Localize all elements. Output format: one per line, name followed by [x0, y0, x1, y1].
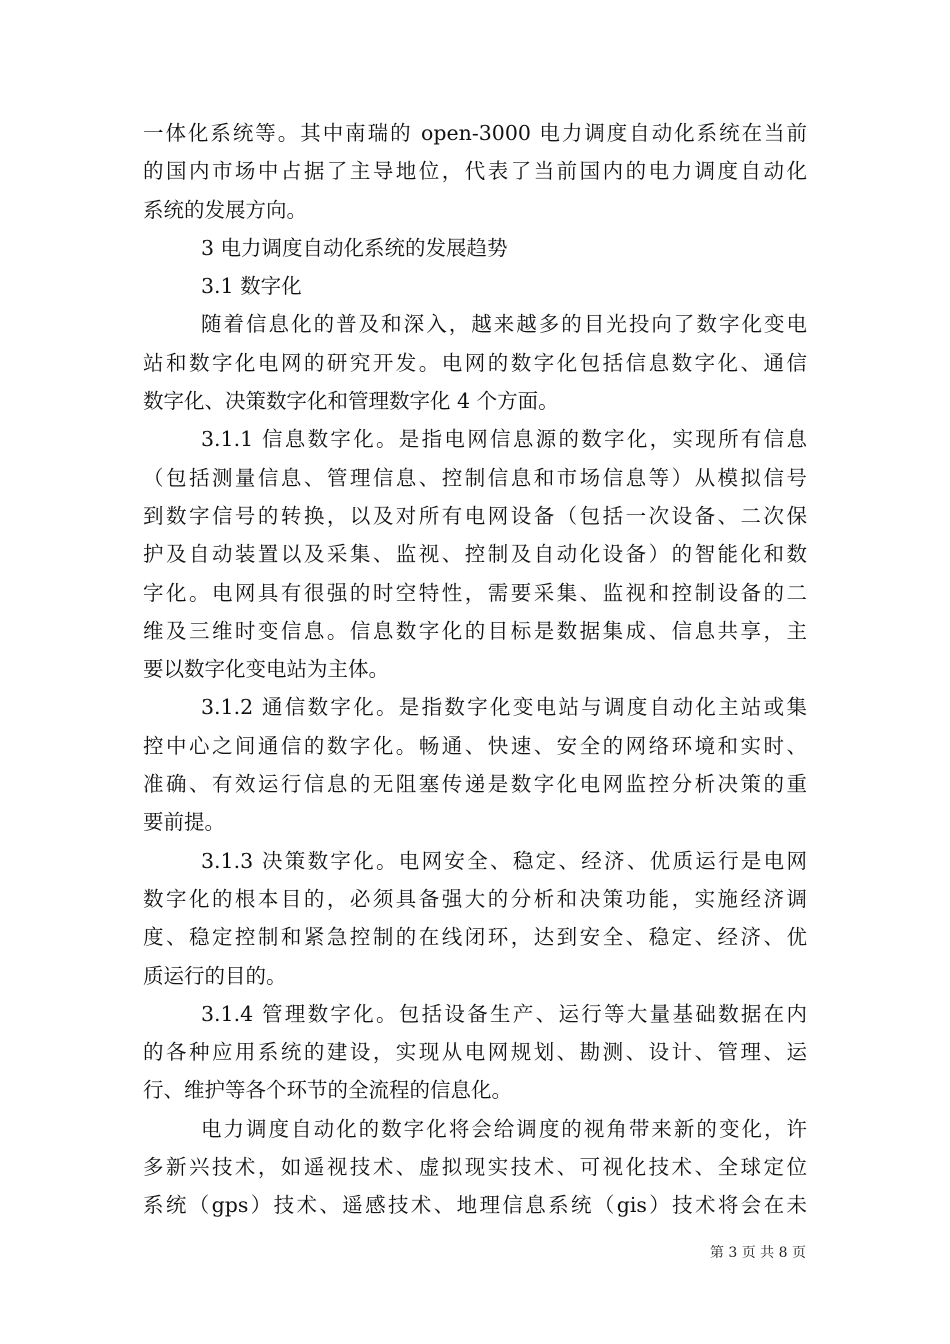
text-line: 多新兴技术，如遥视技术、虚拟现实技术、可视化技术、全球定位 — [143, 1155, 807, 1180]
section-heading-3-1 — [143, 267, 807, 305]
paragraph-3-1-4 — [143, 995, 807, 1110]
text-line: 3 电力调度自动化系统的发展趋势 — [201, 235, 508, 260]
text-line: 系统的发展方向。 — [143, 197, 307, 222]
text-line: 度、稳定控制和紧急控制的在线闭环，达到安全、稳定、经济、优 — [143, 925, 807, 950]
document-body — [143, 114, 807, 1225]
text-line: 的国内市场中占据了主导地位，代表了当前国内的电力调度自动化 — [143, 159, 807, 184]
text-line: 字化。电网具有很强的时空特性，需要采集、监视和控制设备的二 — [143, 580, 807, 605]
section-heading-3 — [143, 229, 807, 267]
text-line: （包括测量信息、管理信息、控制信息和市场信息等）从模拟信号 — [143, 465, 807, 490]
text-line: 质运行的目的。 — [143, 963, 287, 988]
text-line: 3.1 数字化 — [201, 274, 302, 299]
paragraph-outlook — [143, 1110, 807, 1225]
text-line: 准确、有效运行信息的无阻塞传递是数字化电网监控分析决策的重 — [143, 772, 807, 797]
text-line: 站和数字化电网的研究开发。电网的数字化包括信息数字化、通信 — [143, 350, 807, 375]
page-number-footer: 第 3 页 共 8 页 — [709, 1245, 806, 1261]
text-line: 数字化、决策数字化和管理数字化 4 个方面。 — [143, 389, 559, 414]
text-line: 随着信息化的普及和深入，越来越多的目光投向了数字化变电 — [201, 312, 807, 337]
paragraph-3-1-2 — [143, 688, 807, 841]
text-line: 3.1.1 信息数字化。是指电网信息源的数字化，实现所有信息 — [201, 427, 807, 452]
paragraph-3-1-1 — [143, 420, 807, 688]
text-line: 行、维护等各个环节的全流程的信息化。 — [143, 1078, 512, 1103]
text-line: 控中心之间通信的数字化。畅通、快速、安全的网络环境和实时、 — [143, 733, 807, 758]
text-line: 要以数字化变电站为主体。 — [143, 657, 389, 682]
text-line: 3.1.3 决策数字化。电网安全、稳定、经济、优质运行是电网 — [201, 848, 807, 873]
text-line: 护及自动装置以及采集、监视、控制及自动化设备）的智能化和数 — [143, 542, 807, 567]
text-line: 系统（gps）技术、遥感技术、地理信息系统（gis）技术将会在未 — [143, 1193, 807, 1218]
text-line: 到数字信号的转换，以及对所有电网设备（包括一次设备、二次保 — [143, 503, 807, 528]
paragraph-digitization-overview — [143, 305, 807, 420]
text-line: 电力调度自动化的数字化将会给调度的视角带来新的变化，许 — [201, 1116, 807, 1141]
paragraph-3-1-3 — [143, 842, 807, 995]
text-line: 3.1.2 通信数字化。是指数字化变电站与调度自动化主站或集 — [201, 695, 807, 720]
paragraph-intro-continuation — [143, 114, 807, 229]
text-line: 3.1.4 管理数字化。包括设备生产、运行等大量基础数据在内 — [201, 1001, 807, 1026]
text-line: 一体化系统等。其中南瑞的 open-3000 电力调度自动化系统在当前 — [143, 121, 807, 145]
text-line: 要前提。 — [143, 810, 225, 835]
text-line: 数字化的根本目的，必须具备强大的分析和决策功能，实施经济调 — [143, 886, 807, 911]
text-line: 维及三维时变信息。信息数字化的目标是数据集成、信息共享，主 — [143, 618, 807, 643]
text-line: 的各种应用系统的建设，实现从电网规划、勘测、设计、管理、运 — [143, 1040, 807, 1065]
